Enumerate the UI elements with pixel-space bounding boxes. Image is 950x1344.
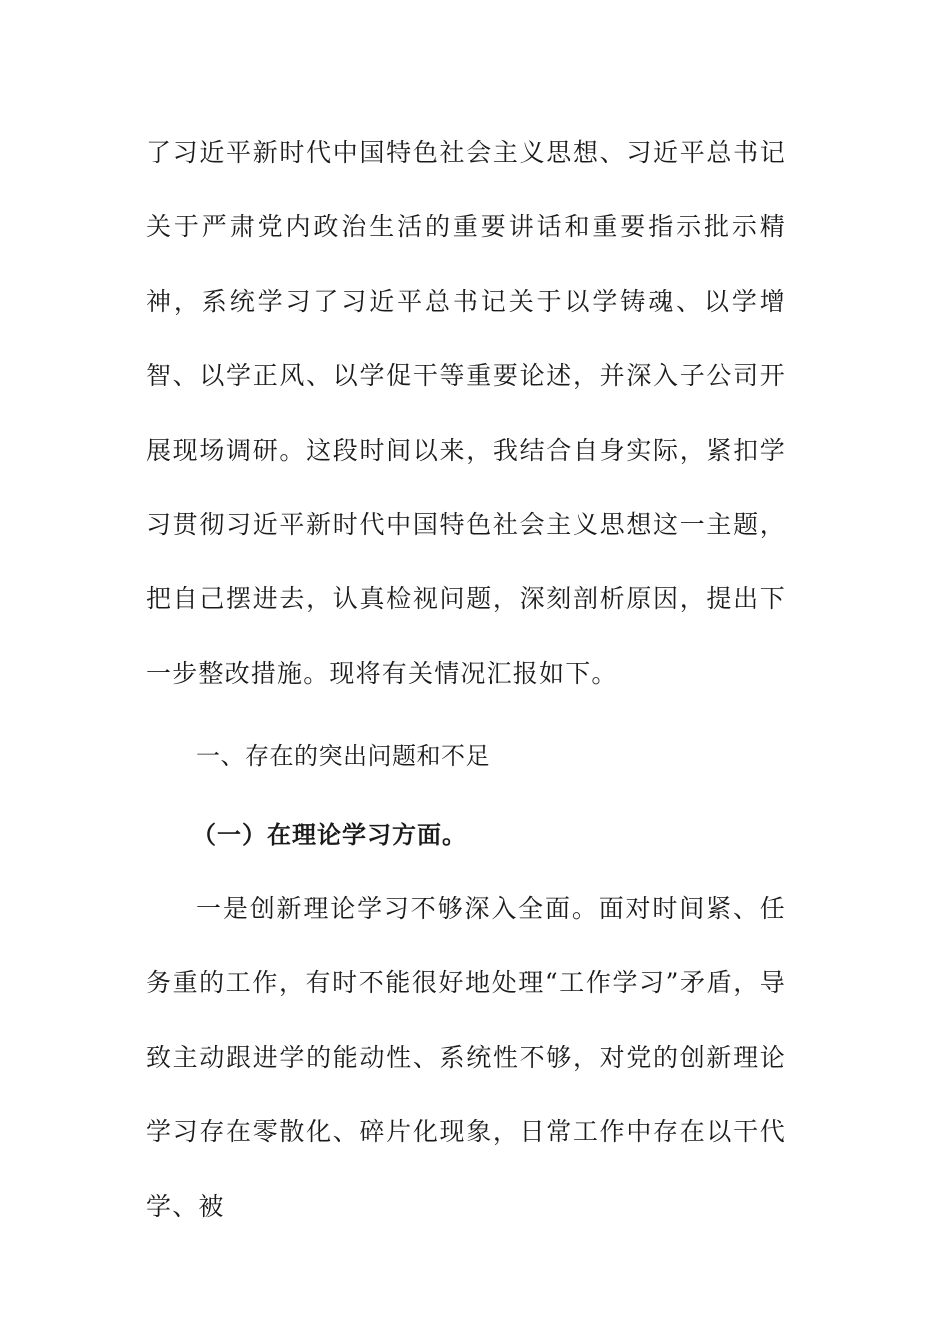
section-heading: 一、存在的突出问题和不足 <box>196 742 490 771</box>
intro-paragraph: 了习近平新时代中国特色社会主义思想、习近平总书记关于严肃党内政治生活的重要讲话和重要指示批示精神，系统学习了习近平总书记关于以学铸魂、以学增智、以学正风、以学促干等重要论述，并深入子公司开展现场调研。这段时间以来，我结合自身实际，紧扣学习贯彻习近平新时代中国特色社会主义思想这一主题，把自己摆进去，认真检视问题，深刻剖析原因，提出下一步整改措施。现将有关情况汇报如下。 <box>146 138 786 688</box>
body-paragraph: 一是创新理论学习不够深入全面。面对时间紧、任务重的工作，有时不能很好地处理“工作学习”矛盾，导致主动跟进学的能动性、系统性不够，对党的创新理论学习存在零散化、碎片化现象，日常工作中存在以干代学、被 <box>146 894 786 1221</box>
subsection-heading: （一）在理论学习方面。 <box>192 819 467 849</box>
document-body <box>146 116 786 1244</box>
